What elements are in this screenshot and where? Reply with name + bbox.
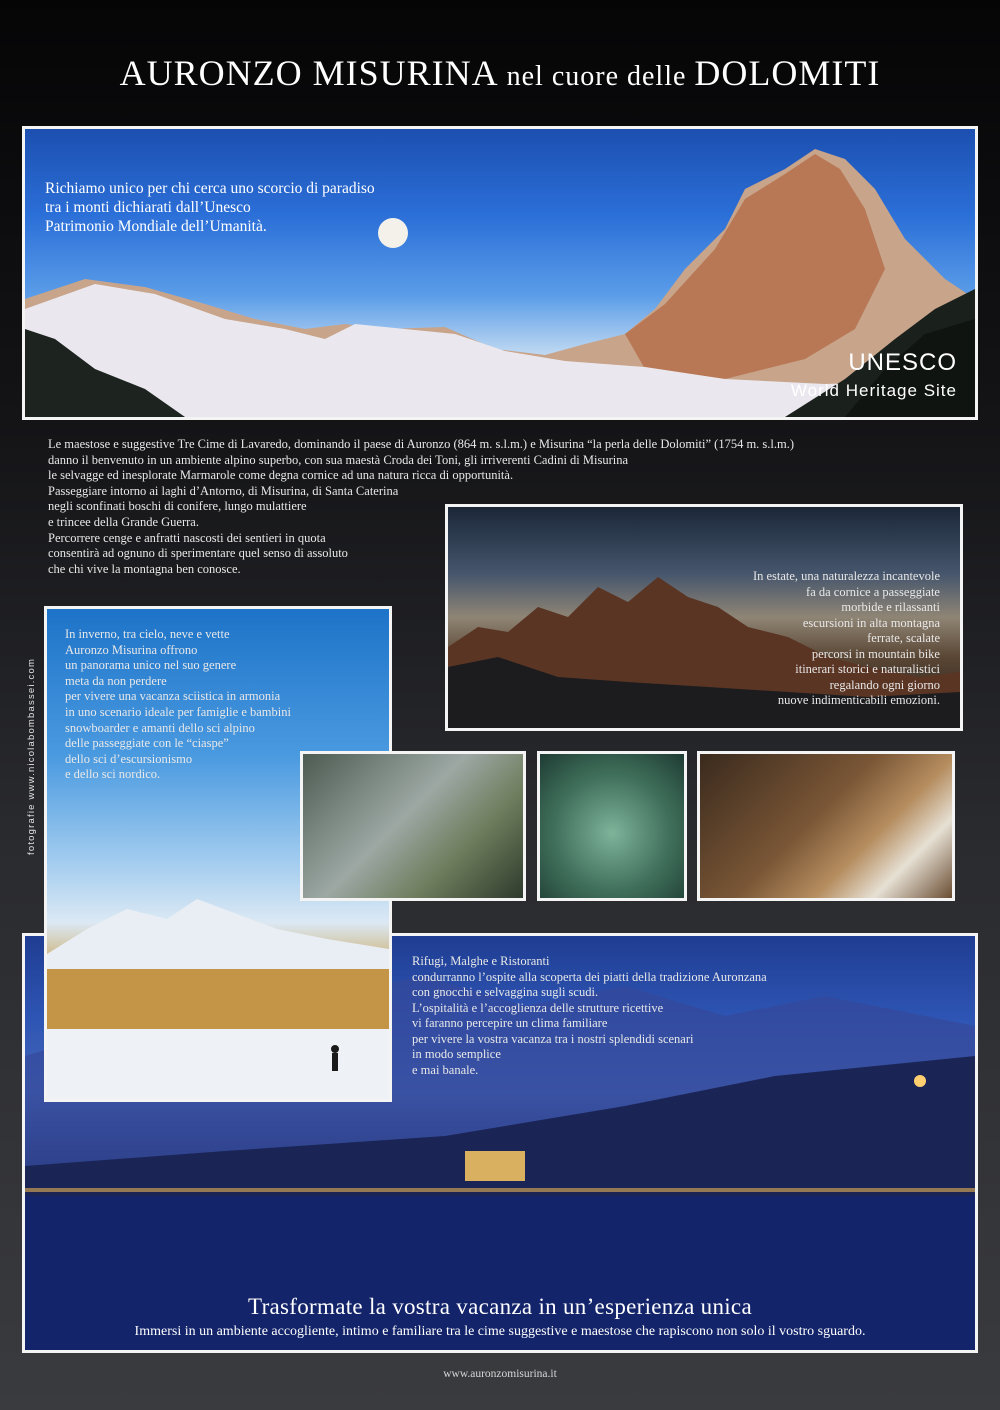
title-part-3: DOLOMITI: [694, 53, 881, 93]
hospitality-line: per vivere la vostra vacanza tra i nostri splendidi scenari: [412, 1031, 694, 1046]
moon-icon: [378, 218, 408, 248]
sub-slogan: Immersi in un ambiente accogliente, intimo e familiare tra le cime suggestive e maestose che rapiscono non solo il vostro sguardo.: [134, 1324, 866, 1339]
summer-text: [753, 569, 940, 709]
summer-line: regalando ogni giorno: [829, 677, 940, 692]
intro-line: consentirà ad ognuno di sperimentare quel senso di assoluto: [48, 546, 348, 561]
hospitality-line: condurranno l’ospite alla scoperta dei piatti della tradizione Auronzana: [412, 969, 767, 984]
winter-text: [65, 627, 291, 783]
restaurant-photo: [697, 751, 955, 901]
summer-line: morbide e rilassanti: [841, 600, 940, 614]
winter-line: per vivere una vacanza sciistica in armonia: [65, 689, 281, 704]
hospitality-line: L’ospitalità e l’accoglienza delle strutture ricettive: [412, 1000, 664, 1015]
summer-line: nuove indimenticabili emozioni.: [777, 693, 940, 707]
mountain-illustration: [25, 129, 975, 417]
summer-line: fa da cornice a passeggiate: [806, 584, 940, 599]
intro-line: che chi vive la montagna ben conosce.: [48, 561, 241, 576]
intro-line: danno il benvenuto in un ambiente alpino superbo, con sua maestà Croda dei Toni, gli irriverenti Cadini di Misurina: [48, 452, 629, 467]
winter-line: Auronzo Misurina offrono: [65, 642, 198, 657]
hero-text: [45, 179, 375, 236]
intro-line: e trincee della Grande Guerra.: [48, 514, 199, 529]
intro-line: Percorrere cenge e anfratti nascosti dei sentieri in quota: [48, 530, 326, 545]
winter-line: snowboarder e amanti dello sci alpino: [65, 720, 255, 735]
winter-line: in uno scenario ideale per famiglie e bambini: [65, 704, 291, 719]
summer-line: escursioni in alta montagna: [802, 615, 940, 630]
summer-line: itinerari storici e naturalistici: [795, 662, 940, 676]
hero-line: Richiamo unico per chi cerca uno scorcio di paradiso: [45, 180, 375, 197]
winter-line: delle passeggiate con le “ciaspe”: [65, 736, 229, 751]
hospitality-line: con gnocchi e selvaggina sugli scudi.: [412, 985, 599, 999]
hero-line: Patrimonio Mondiale dell’Umanità.: [45, 218, 267, 235]
intro-line: Passeggiare intorno ai laghi d’Antorno, di Misurina, di Santa Caterina: [48, 483, 399, 498]
summer-line: percorsi in mountain bike: [811, 646, 940, 661]
title-part-1: AURONZO MISURINA: [119, 53, 499, 93]
hero-line: tra i monti dichiarati dall’Unesco: [45, 199, 251, 216]
winter-line: un panorama unico nel suo genere: [65, 658, 237, 673]
page-title: [0, 52, 1000, 94]
unesco-label: UNESCO: [848, 349, 957, 376]
winter-line: In inverno, tra cielo, neve e vette: [65, 627, 230, 641]
world-heritage-label: World Heritage Site: [790, 381, 957, 400]
intro-line: Le maestose e suggestive Tre Cime di Lavaredo, dominando il paese di Auronzo (864 m. s.l.m.) e Misurina “la perla delle Dolomiti” (1754 m. s.l.m.): [48, 437, 795, 451]
summer-line: In estate, una naturalezza incantevole: [752, 569, 940, 583]
slogan: Trasformate la vostra vacanza in un’esperienza unica: [248, 1294, 752, 1319]
hospitality-text: [412, 954, 767, 1078]
summer-mountain-image: [445, 504, 963, 731]
title-part-2: nel cuore delle: [498, 61, 695, 92]
duck-photo: [537, 751, 687, 901]
hospitality-line: e mai banale.: [412, 1062, 479, 1077]
website-url[interactable]: www.auronzomisurina.it: [443, 1368, 557, 1380]
ibex-photo: [300, 751, 526, 901]
hospitality-line: Rifugi, Malghe e Ristoranti: [412, 954, 550, 968]
hospitality-line: vi faranno percepire un clima familiare: [412, 1016, 608, 1030]
summer-line: ferrate, scalate: [867, 631, 940, 645]
hero-panorama-image: [22, 126, 978, 420]
winter-line: dello sci d’escursionismo: [65, 751, 193, 766]
hospitality-line: in modo semplice: [412, 1047, 501, 1061]
photo-credit: fotografie www.nicolabombassei.com: [26, 657, 37, 855]
intro-line: negli sconfinati boschi di conifere, lungo mulattiere: [48, 499, 307, 514]
winter-line: e dello sci nordico.: [65, 767, 161, 782]
intro-line: le selvagge ed inesplorate Marmarole come degna cornice ad una natura ricca di opportunità.: [48, 468, 514, 483]
winter-line: meta da non perdere: [65, 673, 167, 688]
